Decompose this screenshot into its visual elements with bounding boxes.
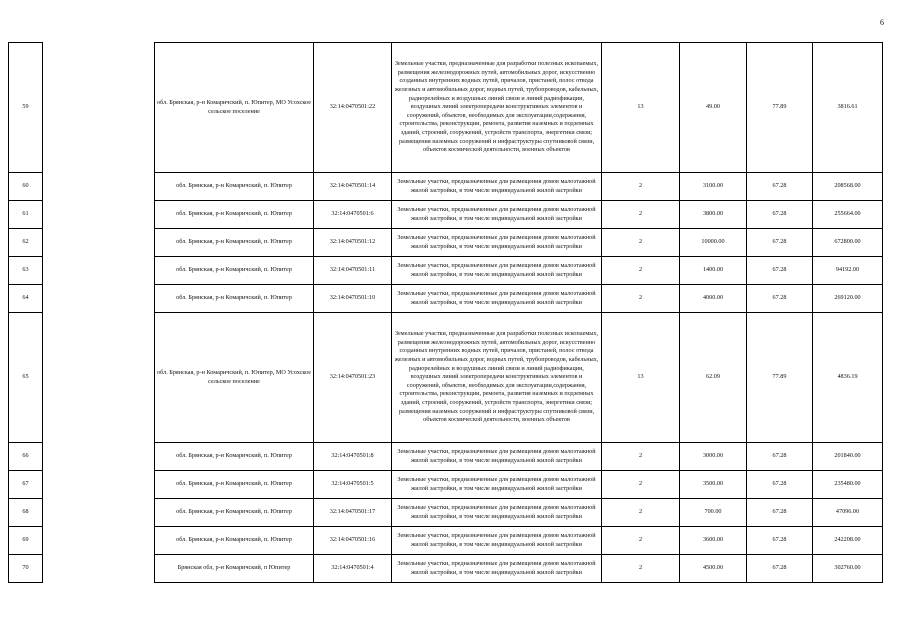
address-cell: обл. Брянская, р-н Комаричский, п. Юпитер [155,201,314,229]
cadastral-number-cell: 32:14:0470501:22 [314,43,392,173]
blank-cell [43,173,155,201]
table-row [9,443,883,471]
blank-cell [43,201,155,229]
land-use-description-cell: Земельные участки, предназначенные для размещения домов малоэтажной жилой застройки, в том числе индивидуальной жилой застройки [392,229,602,257]
cadastral-value-cell: 235480.00 [813,471,883,499]
land-use-description-cell: Земельные участки, предназначенные для размещения домов малоэтажной жилой застройки, в том числе индивидуальной жилой застройки [392,555,602,583]
address-cell: обл. Брянская, р-н Комаричский, п. Юпитер [155,499,314,527]
land-use-description-cell: Земельные участки, предназначенные для размещения домов малоэтажной жилой застройки, в том числе индивидуальной жилой застройки [392,257,602,285]
land-use-description-cell: Земельные участки, предназначенные для размещения домов малоэтажной жилой застройки, в том числе индивидуальной жилой застройки [392,527,602,555]
specific-value-cell: 67.28 [747,201,813,229]
area-cell: 3500.00 [680,471,747,499]
table-row [9,43,883,173]
cadastral-number-cell: 32:14:0470501:4 [314,555,392,583]
row-number-cell: 61 [9,201,43,229]
blank-cell [43,555,155,583]
cadastral-value-cell: 94192.00 [813,257,883,285]
cadastral-value-cell: 208568.00 [813,173,883,201]
specific-value-cell: 67.28 [747,257,813,285]
address-cell: обл. Брянская, р-н Комаричский, п. Юпитер, МО Усохское сельское поселение [155,313,314,443]
land-use-code-cell: 2 [602,285,680,313]
cadastral-value-cell: 302760.00 [813,555,883,583]
table-row [9,471,883,499]
row-number-cell: 67 [9,471,43,499]
land-use-code-cell: 2 [602,471,680,499]
address-cell: обл. Брянская, р-н Комаричский, п. Юпитер [155,527,314,555]
land-use-code-cell: 2 [602,173,680,201]
blank-cell [43,229,155,257]
area-cell: 62.09 [680,313,747,443]
cadastral-value-cell: 672800.00 [813,229,883,257]
table-row [9,527,883,555]
row-number-cell: 66 [9,443,43,471]
cadastral-number-cell: 32:14:0470501:10 [314,285,392,313]
cadastral-number-cell: 32:14:0470501:14 [314,173,392,201]
specific-value-cell: 67.28 [747,555,813,583]
area-cell: 3600.00 [680,527,747,555]
cadastral-value-cell: 242208.00 [813,527,883,555]
blank-cell [43,313,155,443]
area-cell: 4000.00 [680,285,747,313]
address-cell: обл. Брянская, р-н Комаричский, п. Юпитер [155,471,314,499]
cadastral-number-cell: 32:14:0470501:6 [314,201,392,229]
area-cell: 3100.00 [680,173,747,201]
page-number: 6 [880,18,884,27]
land-use-code-cell: 2 [602,499,680,527]
cadastral-value-cell: 47096.00 [813,499,883,527]
cadastral-value-cell: 255664.00 [813,201,883,229]
cadastral-value-cell: 201840.00 [813,443,883,471]
land-use-code-cell: 2 [602,555,680,583]
specific-value-cell: 67.28 [747,285,813,313]
cadastral-number-cell: 32:14:0470501:5 [314,471,392,499]
land-use-description-cell: Земельные участки, предназначенные для размещения домов малоэтажной жилой застройки, в том числе индивидуальной жилой застройки [392,471,602,499]
land-use-code-cell: 2 [602,257,680,285]
blank-cell [43,527,155,555]
cadastral-number-cell: 32:14:0470501:12 [314,229,392,257]
table-row [9,313,883,443]
land-use-code-cell: 13 [602,43,680,173]
cadastral-number-cell: 32:14:0470501:11 [314,257,392,285]
land-use-description-cell: Земельные участки, предназначенные для размещения домов малоэтажной жилой застройки, в том числе индивидуальной жилой застройки [392,201,602,229]
specific-value-cell: 67.28 [747,471,813,499]
cadastral-number-cell: 32:14:0470501:17 [314,499,392,527]
specific-value-cell: 67.28 [747,443,813,471]
land-use-code-cell: 2 [602,229,680,257]
land-use-code-cell: 2 [602,443,680,471]
row-number-cell: 59 [9,43,43,173]
table-row [9,499,883,527]
row-number-cell: 64 [9,285,43,313]
area-cell: 10000.00 [680,229,747,257]
cadastral-number-cell: 32:14:0470501:23 [314,313,392,443]
address-cell: обл. Брянская, р-н Комаричский, п. Юпитер, МО Усохское сельское поселение [155,43,314,173]
cadastral-value-cell: 4836.19 [813,313,883,443]
land-cadastral-value-table [8,42,883,583]
area-cell: 3000.00 [680,443,747,471]
area-cell: 700.00 [680,499,747,527]
specific-value-cell: 67.28 [747,499,813,527]
cadastral-number-cell: 32:14:0470501:16 [314,527,392,555]
table-row [9,285,883,313]
area-cell: 49.00 [680,43,747,173]
table-row [9,201,883,229]
row-number-cell: 68 [9,499,43,527]
address-cell: обл. Брянская, р-н Комаричский, п. Юпитер [155,173,314,201]
row-number-cell: 65 [9,313,43,443]
blank-cell [43,257,155,285]
area-cell: 1400.00 [680,257,747,285]
land-use-description-cell: Земельные участки, предназначенные для разработки полезных ископаемых, размещения железнодорожных путей, автомобильных дорог, искусственно созданных внутренних водных путей, причалов, пристаней, полос отвода железных и автомобильных дорог, водных путей, трубопроводов, кабельных, радиорелейных и воздушных линий связи и линий радиофикации, воздушных линий электропередачи конструктивных элементов и сооружений, объектов, необходимых для эксплуатации,содержания, строительства, реконструкции, ремонта, развития наземных и подземных зданий, строений, сооружений, устройств транспорта, энергетики связи; размещения наземных сооружений и инфраструктуры спутниковой связи, объектов космической деятельности, военных объектов [392,313,602,443]
row-number-cell: 70 [9,555,43,583]
specific-value-cell: 67.28 [747,229,813,257]
address-cell: обл. Брянская, р-н Комаричский, п. Юпитер [155,285,314,313]
table-row [9,229,883,257]
row-number-cell: 62 [9,229,43,257]
specific-value-cell: 67.28 [747,173,813,201]
land-use-description-cell: Земельные участки, предназначенные для размещения домов малоэтажной жилой застройки, в том числе индивидуальной жилой застройки [392,443,602,471]
address-cell: обл. Брянская, р-н Комаричский, п. Юпитер [155,229,314,257]
specific-value-cell: 77.89 [747,43,813,173]
table-body [9,43,883,583]
cadastral-number-cell: 32:14:0470501:8 [314,443,392,471]
table-row [9,173,883,201]
blank-cell [43,285,155,313]
blank-cell [43,443,155,471]
cadastral-value-cell: 269120.00 [813,285,883,313]
address-cell: Брянская обл, р-н Комаричский, п Юпитер [155,555,314,583]
land-use-description-cell: Земельные участки, предназначенные для размещения домов малоэтажной жилой застройки, в том числе индивидуальной жилой застройки [392,285,602,313]
specific-value-cell: 67.28 [747,527,813,555]
blank-cell [43,471,155,499]
table-row [9,257,883,285]
address-cell: обл. Брянская, р-н Комаричский, п. Юпитер [155,257,314,285]
row-number-cell: 60 [9,173,43,201]
blank-cell [43,499,155,527]
specific-value-cell: 77.89 [747,313,813,443]
land-use-code-cell: 2 [602,201,680,229]
area-cell: 4500.00 [680,555,747,583]
row-number-cell: 69 [9,527,43,555]
area-cell: 3800.00 [680,201,747,229]
land-use-description-cell: Земельные участки, предназначенные для размещения домов малоэтажной жилой застройки, в том числе индивидуальной жилой застройки [392,173,602,201]
address-cell: обл. Брянская, р-н Комаричский, п. Юпитер [155,443,314,471]
land-use-code-cell: 13 [602,313,680,443]
table-row [9,555,883,583]
land-use-description-cell: Земельные участки, предназначенные для размещения домов малоэтажной жилой застройки, в том числе индивидуальной жилой застройки [392,499,602,527]
blank-cell [43,43,155,173]
cadastral-value-cell: 3816.61 [813,43,883,173]
land-use-description-cell: Земельные участки, предназначенные для разработки полезных ископаемых, размещения железнодорожных путей, автомобильных дорог, искусственно созданных внутренних водных путей, причалов, пристаней, полос отвода железных и автомобильных дорог, водных путей, трубопроводов, кабельных, радиорелейных и воздушных линий связи и линий радиофикации, воздушных линий электропередачи конструктивных элементов и сооружений, объектов, необходимых для эксплуатации,содержания, строительства, реконструкции, ремонта, развития наземных и подземных зданий, строений, сооружений, устройств транспорта, энергетики связи; размещения наземных сооружений и инфраструктуры спутниковой связи, объектов космической деятельности, военных объектов [392,43,602,173]
land-use-code-cell: 2 [602,527,680,555]
row-number-cell: 63 [9,257,43,285]
